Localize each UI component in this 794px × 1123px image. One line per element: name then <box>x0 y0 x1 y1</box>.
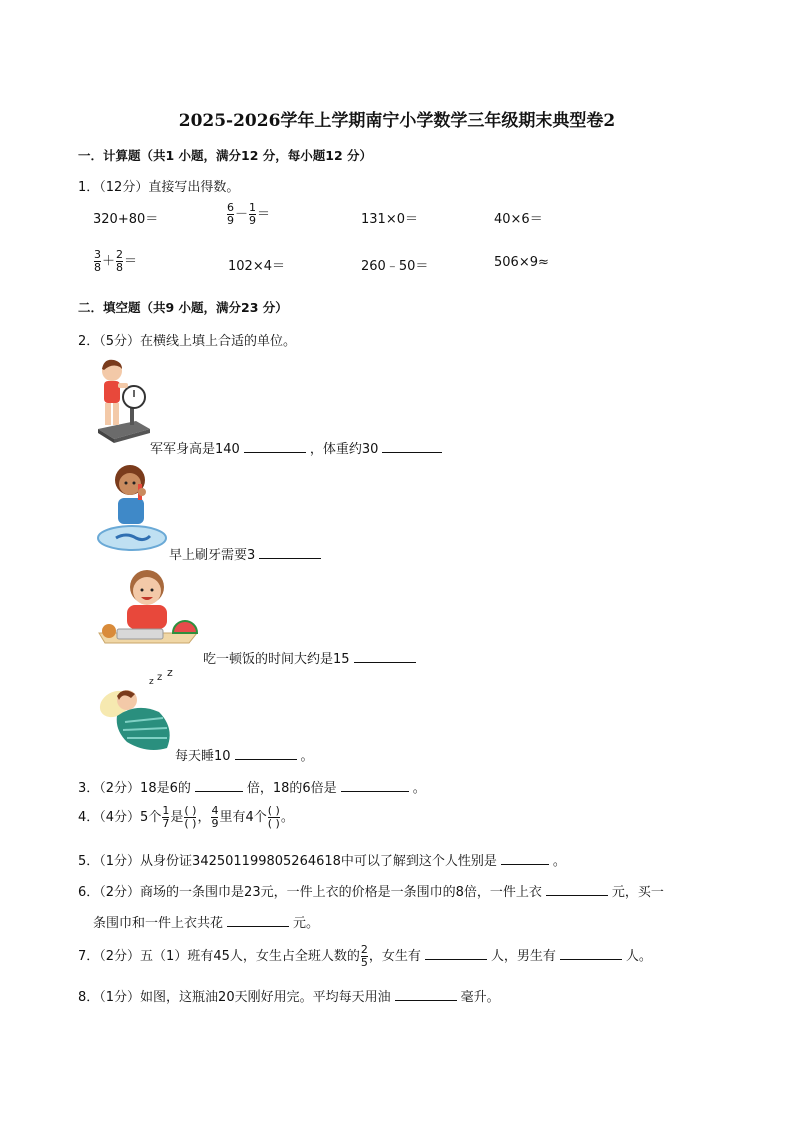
answer-blank[interactable] <box>560 947 622 960</box>
calc-item-fraction-2: $\frac{3}{8}$ ＋ $\frac{2}{8}$ ＝ <box>94 248 138 274</box>
answer-blank[interactable] <box>235 747 297 760</box>
fraction: $\frac{1}{7}$ <box>162 804 170 830</box>
answer-blank[interactable] <box>227 914 289 927</box>
svg-text:z: z <box>157 672 163 683</box>
sleeping-child-illustration <box>97 666 177 754</box>
calc-item-7: 260﹣50＝ <box>361 259 429 274</box>
answer-blank[interactable] <box>395 988 457 1001</box>
girl-brushing-teeth-illustration <box>96 458 168 554</box>
answer-blank[interactable] <box>259 546 321 559</box>
q2-line-1: 军军身高是140 ，体重约30 <box>150 438 446 457</box>
fraction: $\frac{1}{9}$ <box>249 201 257 227</box>
fraction: $\frac{6}{9}$ <box>227 201 234 227</box>
calc-item-4: 40×6＝ <box>494 212 543 227</box>
boy-on-scale-illustration <box>96 357 156 447</box>
fraction: $\frac{2}{8}$ <box>116 248 124 274</box>
calc-item-8: 506×9≈ <box>494 255 549 270</box>
answer-blank[interactable] <box>501 852 549 865</box>
answer-blank[interactable] <box>341 779 409 792</box>
question-5: 5．（1分）从身份证342501199805264618中可以了解到这个人性别是 。 <box>78 854 566 869</box>
section-header-calculation: 一．计算题（共1 小题，满分12 分，每小题12 分） <box>78 148 373 163</box>
fraction-blank[interactable]: $\frac{( )}{( )}$ <box>184 804 197 830</box>
answer-blank[interactable] <box>382 440 442 453</box>
q2-line-3: 吃一顿饭的时间大约是15 <box>203 648 420 667</box>
answer-blank[interactable] <box>546 883 608 896</box>
q2-line-4: 每天睡10 。 <box>175 749 314 764</box>
answer-blank[interactable] <box>354 650 416 663</box>
question-6-line-1: 6．（2分）商场的一条围巾是23元，一件上衣的价格是一条围巾的8倍，一件上衣 元，买一 <box>78 885 664 900</box>
answer-blank[interactable] <box>244 440 306 453</box>
calc-item-6: 102×4＝ <box>228 259 285 274</box>
fraction: $\frac{3}{8}$ <box>94 248 101 274</box>
calc-item-1: 320+80＝ <box>93 212 159 227</box>
calc-item-fraction-1: $\frac{6}{9}$ － $\frac{1}{9}$ ＝ <box>227 201 271 227</box>
fraction: $\frac{4}{9}$ <box>211 804 219 830</box>
fraction: $\frac{2}{5}$ <box>360 943 368 969</box>
svg-text:z: z <box>149 677 154 687</box>
page-title: 2025-2026学年上学期南宁小学数学三年级期末典型卷2 <box>178 111 616 131</box>
question-7: 7．（2分）五（1）班有45人，女生占全班人数的 $\frac{2}{5}$ ，女生有 人，男生有 人。 <box>78 943 652 969</box>
question-2-label: 2．（5分）在横线上填上合适的单位。 <box>78 334 297 349</box>
question-3: 3．（2分）18是6的 倍，18的6倍是 。 <box>78 781 426 796</box>
question-8: 8．（1分）如图，这瓶油20天刚好用完。平均每天用油 毫升。 <box>78 990 500 1005</box>
question-1-label: 1．（12分）直接写出得数。 <box>78 180 240 195</box>
section-header-fill-in: 二．填空题（共9 小题，满分23 分） <box>78 300 288 315</box>
fraction-blank[interactable]: $\frac{( )}{( )}$ <box>267 804 280 830</box>
answer-blank[interactable] <box>425 947 487 960</box>
boy-eating-illustration <box>97 563 201 657</box>
calc-item-3: 131×0＝ <box>361 212 418 227</box>
q2-line-2: 早上刷牙需要3 <box>169 544 325 563</box>
question-6-line-2: 条围巾和一件上衣共花 元。 <box>93 916 320 931</box>
question-4: 4．（4分）5个 $\frac{1}{7}$ 是 $\frac{( )}{( )}$ ， $\frac{4}{9}$ 里有4个 $\frac{( )}{( )}$ 。 <box>78 804 294 830</box>
svg-text:z: z <box>167 666 173 679</box>
answer-blank[interactable] <box>195 779 243 792</box>
